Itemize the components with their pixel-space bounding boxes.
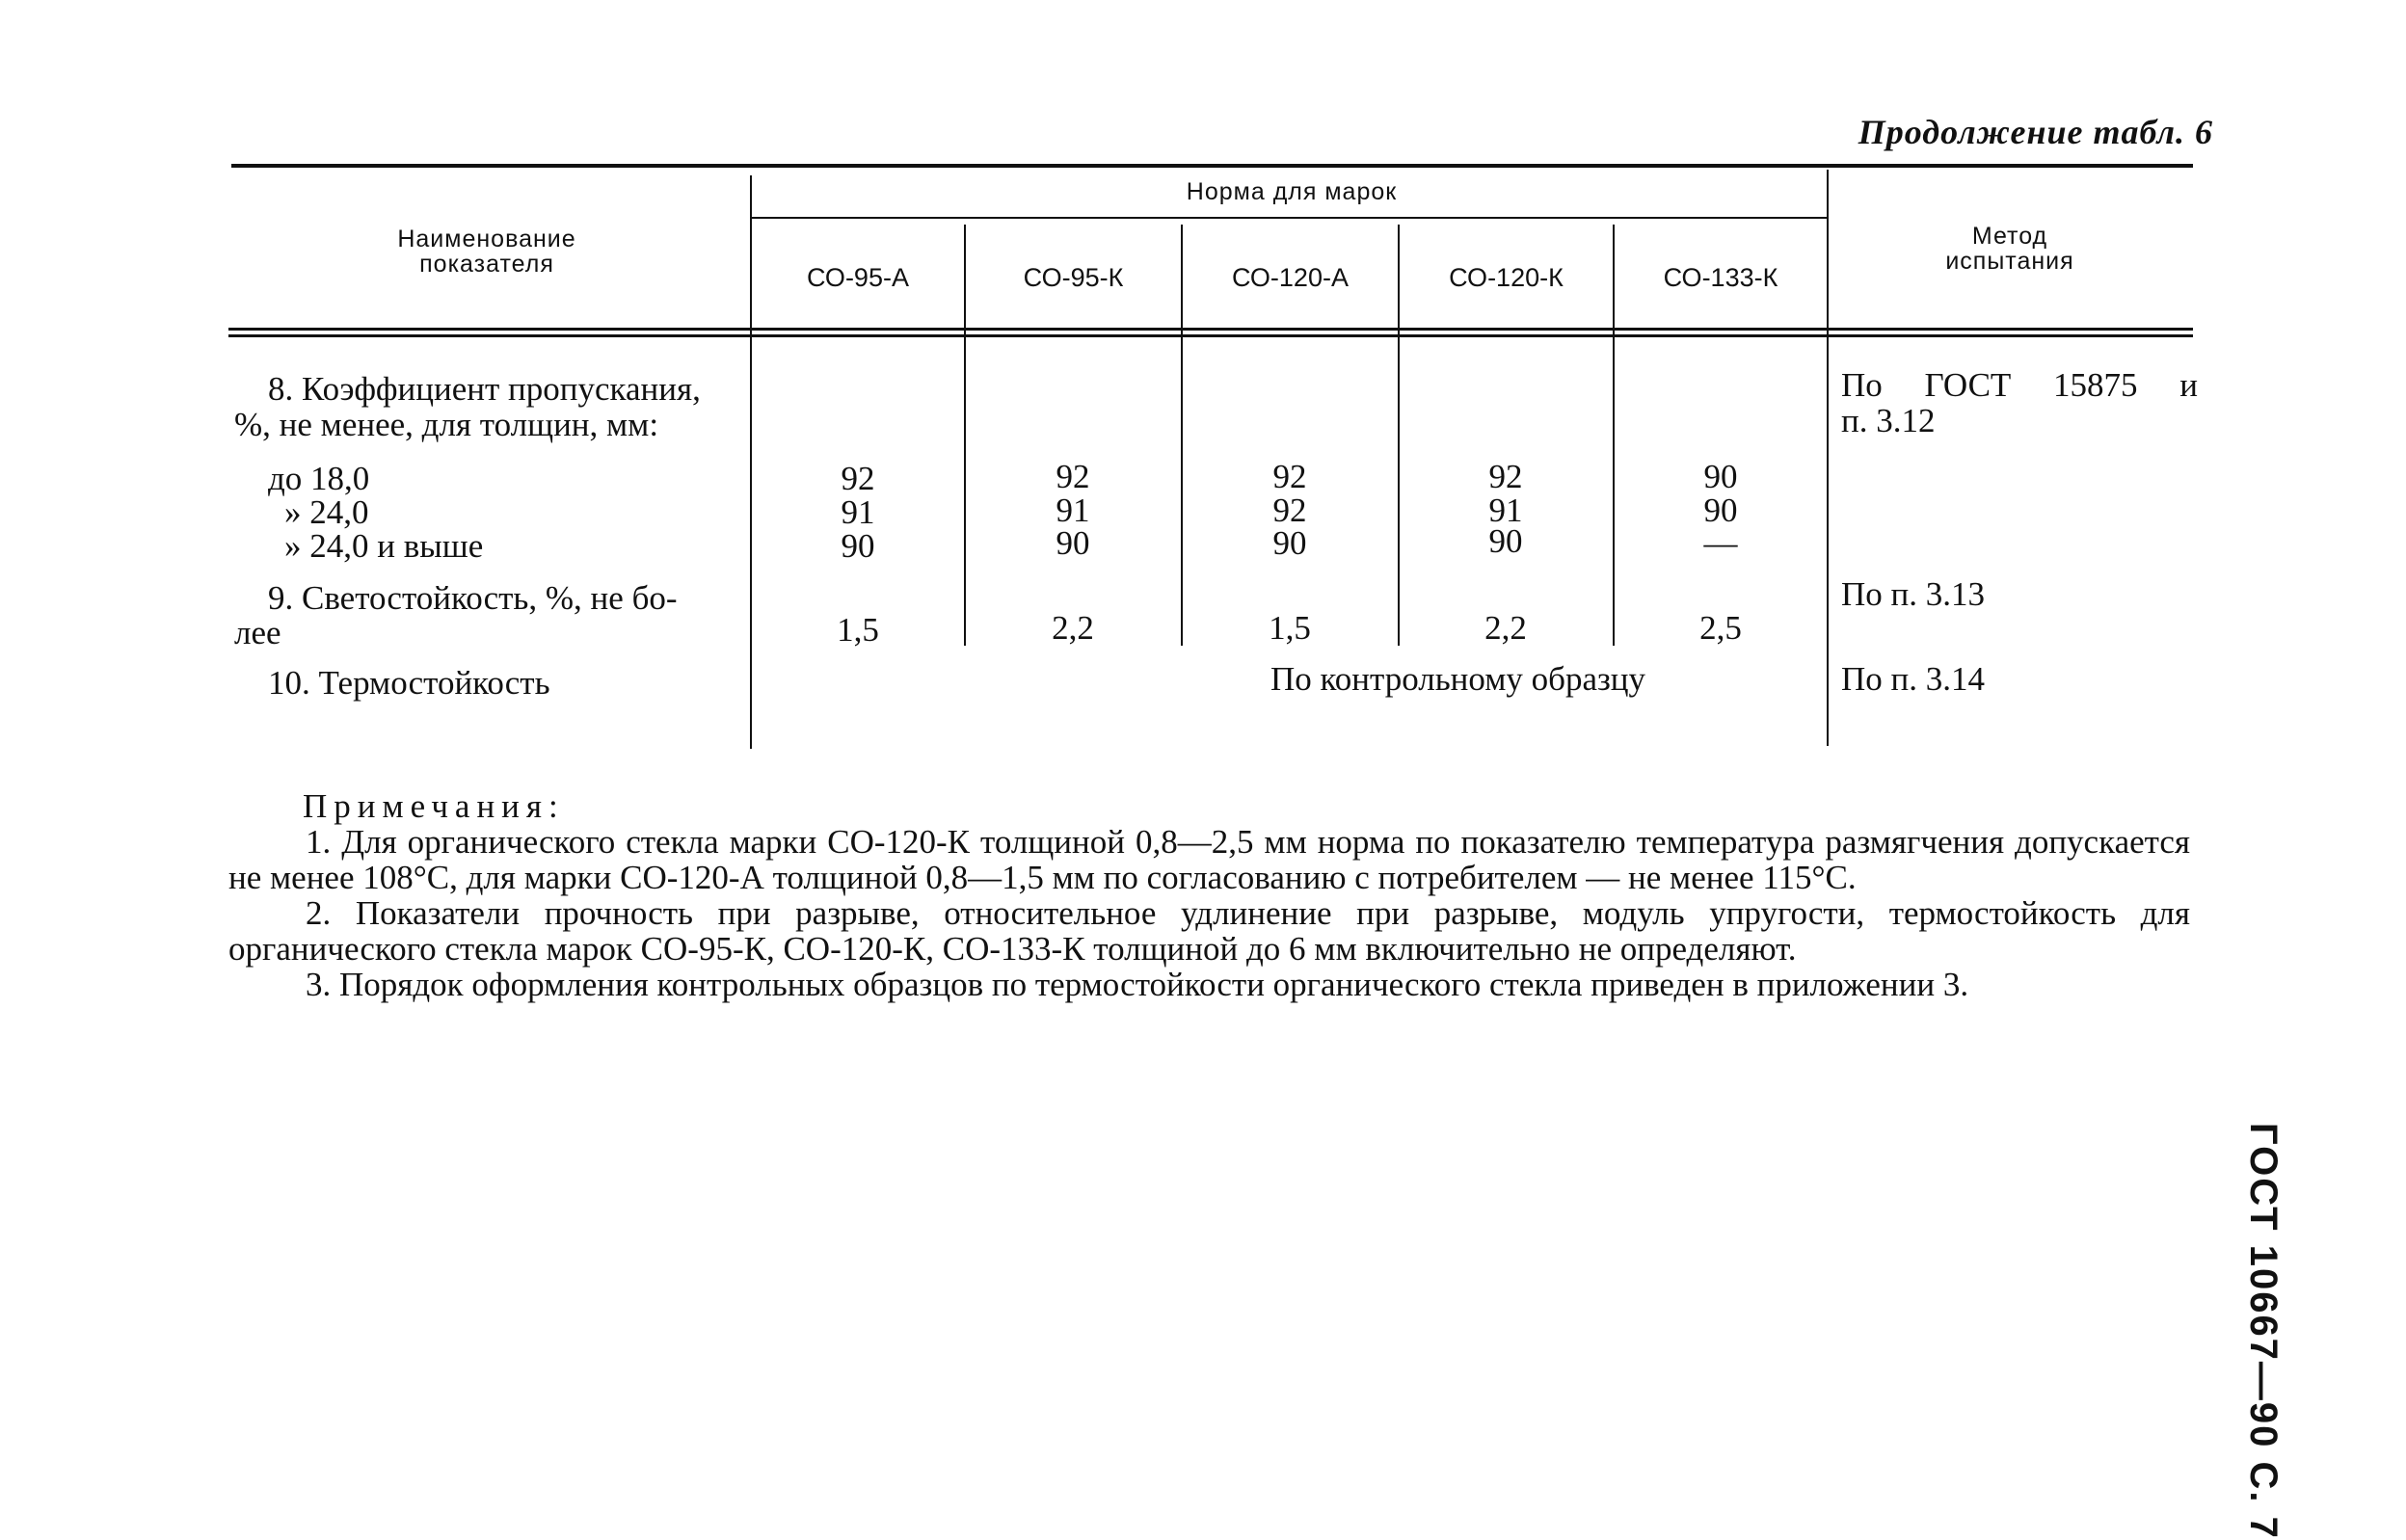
value-cell: 91	[1056, 491, 1090, 529]
norm-group-rule	[752, 217, 1827, 219]
brand-header: СО-95-К	[1023, 263, 1124, 292]
table-top-rule	[231, 164, 2193, 168]
method-col-divider	[1827, 170, 1829, 746]
value-cell: 90	[841, 527, 875, 565]
note-3: 3. Порядок оформления контрольных образцов по термостойкости органического стекла приведен в приложении 3.	[306, 966, 1969, 1003]
name-col-divider	[750, 175, 752, 749]
value-cell: 90	[1056, 524, 1090, 562]
note-1: 1. Для органического стекла марки СО-120-К толщиной 0,8—2,5 мм норма по показателю температура размягчения допускается не менее 108°С, для марки СО-120-А толщиной 0,8—1,5 мм по согласованию с потребителем — не менее 115°С.	[228, 823, 2190, 896]
brand-header: СО-120-К	[1449, 263, 1564, 292]
row-8-sub-label: » 24,0 и выше	[284, 527, 484, 565]
row-8-sub-label: » 24,0	[284, 493, 369, 531]
value-cell: 92	[1488, 458, 1523, 495]
value-cell: 92	[841, 460, 875, 497]
brand-header: СО-133-К	[1663, 263, 1778, 292]
document-page-label: ГОСТ 10667—90 С. 7	[2242, 1123, 2285, 1540]
value-cell: 92	[1272, 458, 1307, 495]
row-8-name-line2: %, не менее, для толщин, мм:	[234, 406, 659, 443]
value-cell: 1,5	[1269, 609, 1311, 647]
brand-header: СО-95-А	[807, 263, 909, 292]
row-9-name-line1: 9. Светостойкость, %, не бо-	[268, 579, 678, 617]
value-cell: 2,5	[1699, 609, 1742, 647]
value-cell: 91	[1488, 491, 1523, 529]
row-8-name-line1: 8. Коэффициент пропускания,	[268, 370, 701, 408]
row-9-name-line2: лее	[234, 614, 281, 651]
value-cell: 90	[1703, 458, 1738, 495]
row-10-method: По п. 3.14	[1841, 660, 1986, 698]
value-cell: 91	[841, 493, 875, 531]
row-10-name: 10. Термостойкость	[268, 664, 550, 702]
row-8-sub-label: до 18,0	[268, 460, 370, 497]
value-cell: 90	[1488, 522, 1523, 560]
value-cell: 90	[1272, 524, 1307, 562]
row-8-method-line2: п. 3.12	[1841, 402, 1936, 439]
header-bottom-rule-2	[228, 334, 2193, 337]
row-9-method: По п. 3.13	[1841, 575, 1986, 613]
value-cell: 2,2	[1484, 609, 1527, 647]
name-column-header: Наименование показателя	[397, 226, 576, 278]
brand-header: СО-120-А	[1232, 263, 1349, 292]
value-cell: 1,5	[837, 611, 879, 649]
method-column-header: Метод испытания	[1945, 223, 2074, 275]
value-cell: 92	[1056, 458, 1090, 495]
value-cell: 2,2	[1052, 609, 1094, 647]
value-cell: 92	[1272, 491, 1307, 529]
table-continuation-label: Продолжение табл. 6	[1858, 113, 2213, 151]
value-cell: 90	[1703, 491, 1738, 529]
note-2: 2. Показатели прочность при разрыве, относительное удлинение при разрыве, модуль упругости, термостойкость для органического стекла марок СО-95-К, СО-120-К, СО-133-К толщиной до 6 мм включительно не определяют.	[228, 894, 2190, 968]
row-10-norm: По контрольному образцу	[1270, 660, 1646, 698]
value-cell: —	[1703, 524, 1738, 562]
notes-block	[228, 788, 2190, 1002]
header-bottom-rule-1	[228, 328, 2193, 331]
norm-group-header: Норма для марок	[1186, 178, 1398, 205]
notes-title: Примечания:	[303, 787, 565, 825]
row-8-method-line1: По ГОСТ 15875 и	[1841, 366, 2198, 404]
